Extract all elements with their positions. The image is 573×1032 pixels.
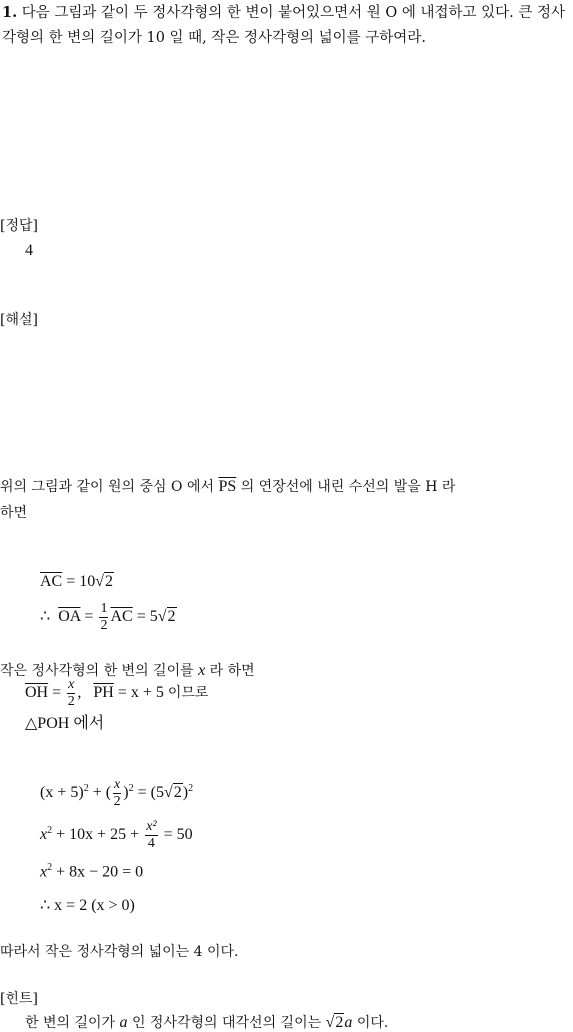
eq-oh-ph: $\overline{OH}$ = $\frac{x}{2}$ , $\overline{PH} = x + 5$ 이므로 [25, 677, 209, 709]
sqrt-symbol: √2 [157, 608, 176, 626]
problem-number: 1. [2, 4, 18, 21]
eq-4: ∴ x = 2 (x > 0) [40, 897, 135, 914]
fraction-half: $\frac{1}{2}$ [100, 601, 108, 633]
let-statement: 작은 정사각형의 한 변의 길이를 x 라 하면 [0, 662, 255, 679]
answer-value: 4 [25, 242, 33, 259]
problem-text: 다음 그림과 같이 두 정사각형의 한 변이 붙어있으면서 원 O 에 내접하고 있다. 큰 정사각형의 한 변의 길이가 10 일 때, 작은 정사각형의 넓이를 구하여라. [2, 5, 566, 46]
solution-intro-line2: 하면 [0, 505, 28, 521]
triangle-text: △POH 에서 [25, 715, 105, 732]
eq-oa: ∴ $\overline{OA}$ = $\frac{1}{2}$ $\overline{AC} = 5√2$ [40, 601, 176, 633]
eq-2: $x^2 + 10x + 25$ + $\frac{\text{x²}}{4}$ = 50 [40, 819, 193, 851]
segment-ps: $\overline{PS}$ [218, 478, 237, 495]
sqrt-symbol: √2 [95, 573, 114, 590]
eq-1: $(x + 5)^2$ + ( $\frac{x}{2}$ )$^2 = (5√2)^2$ [40, 777, 194, 809]
answer-heading: [정답] [0, 218, 38, 234]
hint-heading: [힌트] [0, 991, 38, 1007]
solution-heading: [해설] [0, 312, 38, 328]
fraction-x-2: $\frac{x}{2}$ [67, 677, 75, 709]
eq-ac: $\overline{AC} = 10√2$ [40, 573, 114, 590]
hint-text: 한 변의 길이가 a 인 정사각형의 대각선의 길이는 √2a 이다. [25, 1014, 389, 1031]
eq-3: $x^2 + 8x - 20 = 0$ [40, 862, 144, 881]
problem-statement [2, 0, 570, 51]
conclusion: 따라서 작은 정사각형의 넓이는 4 이다. [0, 944, 239, 960]
solution-intro: 위의 그림과 같이 원의 중심 O 에서 $\overline{PS}$ 의 연장선에 내린 수선의 발을 H 라 [0, 478, 456, 495]
